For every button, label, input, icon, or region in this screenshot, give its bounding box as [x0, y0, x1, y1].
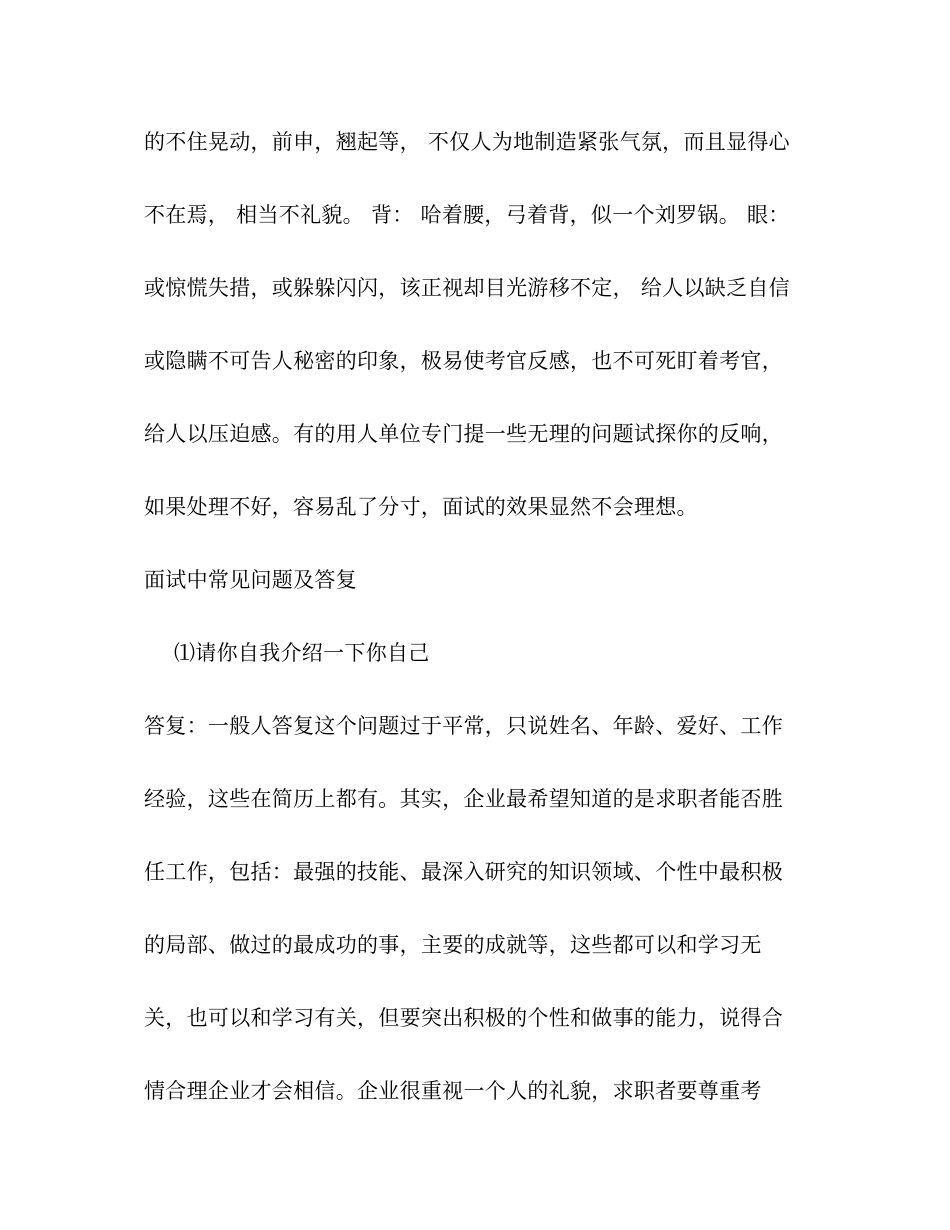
body-text-line: 任工作，包括：最强的技能、最深入研究的知识领域、个性中最积极: [144, 860, 783, 884]
body-text-line: 或隐瞒不可告人秘密的印象，极易使考官反感，也不可死盯着考官，: [144, 349, 783, 373]
body-text-line: 的局部、做过的最成功的事，主要的成就等，这些都可以和学习无: [144, 933, 762, 957]
body-text-line: 的不住晃动，前申，翘起等， 不仅人为地制造紧张气氛，而且显得心: [144, 130, 790, 154]
body-text-line: 如果处理不好，容易乱了分寸，面试的效果显然不会理想。: [144, 495, 698, 519]
section-heading: 面试中常见问题及答复: [144, 568, 357, 592]
body-text-line: 不在焉， 相当不礼貌。 背： 哈着腰，弓着背，似一个刘罗锅。 眼：: [144, 203, 790, 227]
question-heading: ⑴请你自我介绍一下你自己: [174, 641, 430, 665]
body-text-line: 答复：一般人答复这个问题过于平常，只说姓名、年龄、爱好、工作: [144, 714, 783, 738]
body-text-line: 经验，这些在简历上都有。其实，企业最希望知道的是求职者能否胜: [144, 787, 783, 811]
body-text-line: 给人以压迫感。有的用人单位专门提一些无理的问题试探你的反响，: [144, 422, 783, 446]
body-text-line: 情合理企业才会相信。企业很重视一个人的礼貌，求职者要尊重考: [144, 1079, 762, 1103]
body-text-line: 关，也可以和学习有关，但要突出积极的个性和做事的能力，说得合: [144, 1006, 783, 1030]
body-text-line: 或惊慌失措，或躲躲闪闪，该正视却目光游移不定， 给人以缺乏自信: [144, 276, 790, 300]
